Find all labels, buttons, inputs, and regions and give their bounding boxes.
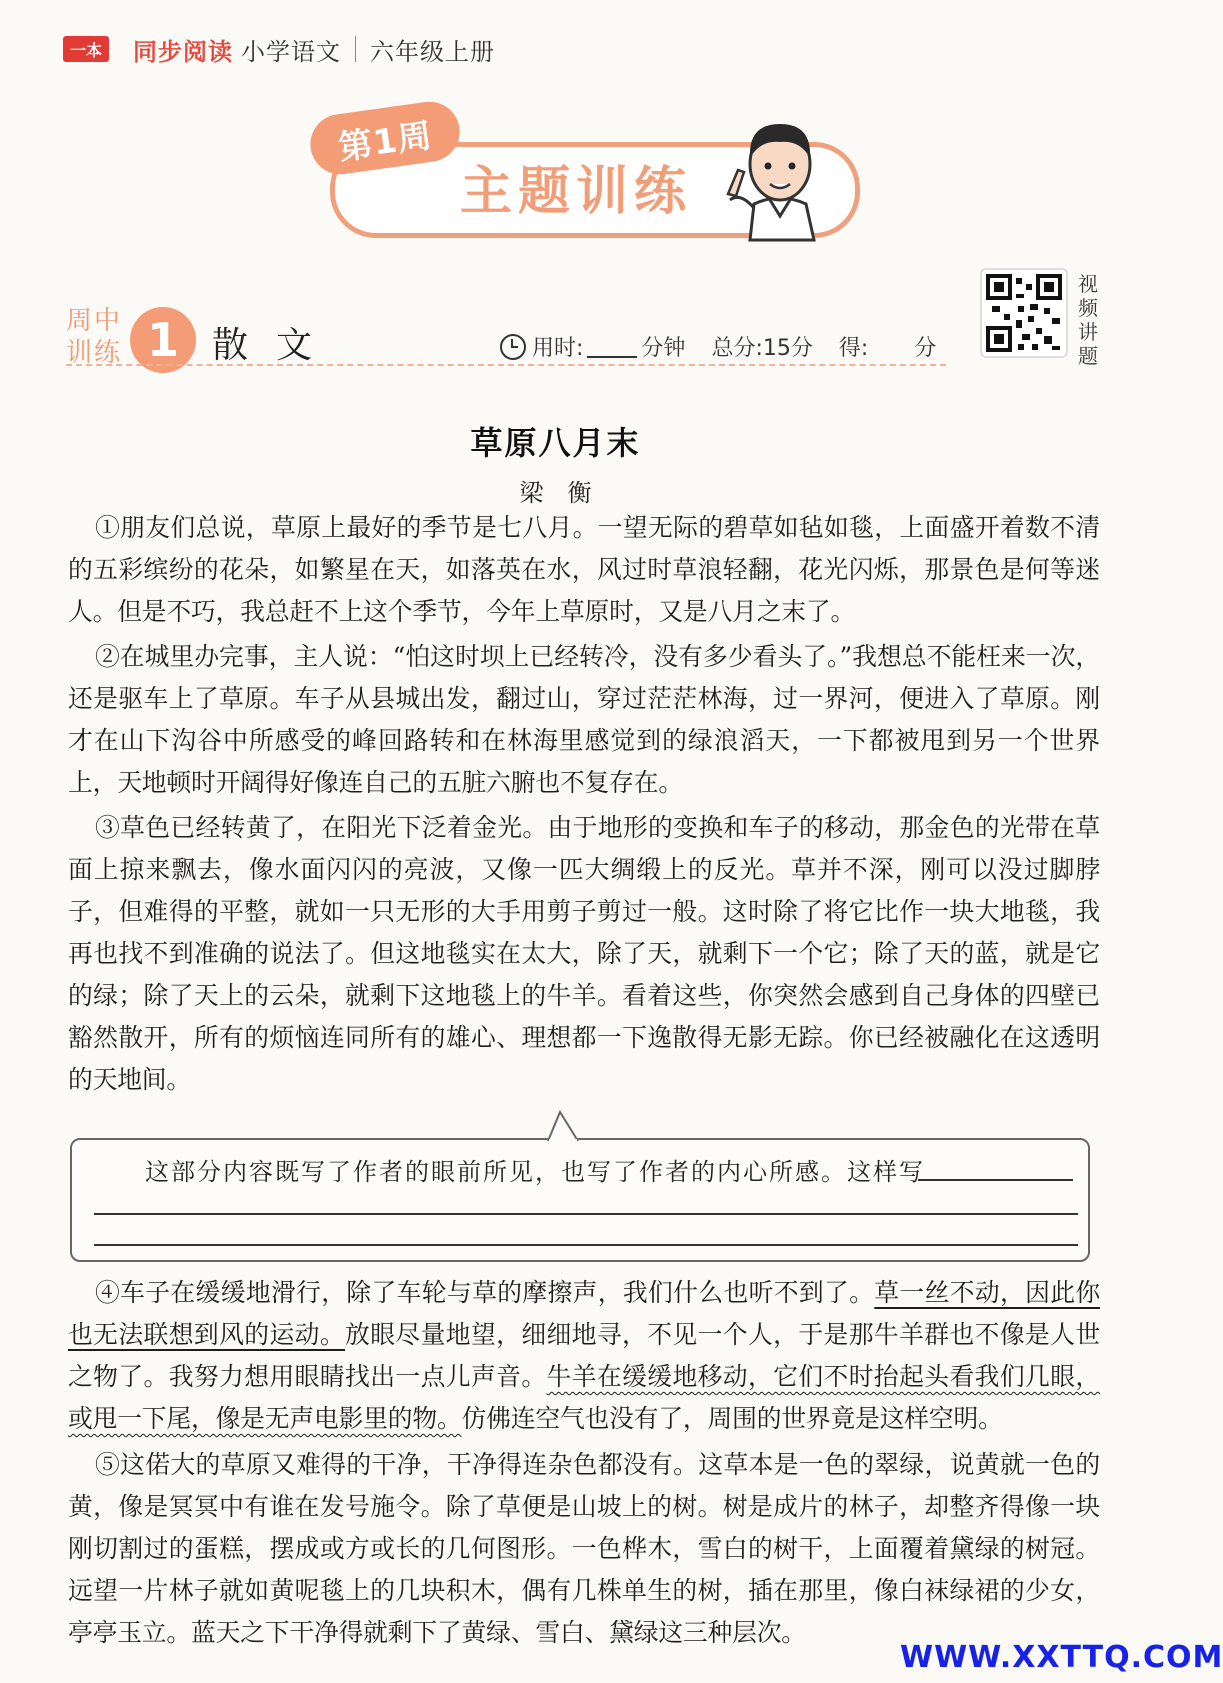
paragraph-5: ⑤这偌大的草原又难得的干净，干净得连杂色都没有。这草本是一色的翠绿，说黄就一色的黄，像是冥冥中有谁在发号施令。除了草便是山坡上的树。树是成片的林子，却整齐得像一块刚切割过的蛋糕，摆成或方或长的几何图形。一色桦木，雪白的树干，上面覆着黛绿的树冠。远望一片林子就如黄呢毯上的几块积木，偶有几株单生的树，插在那里，像白袜绿裙的少女，亭亭玉立。蓝天之下干净得就剩下了黄绿、雪白、黛绿这三种层次。 [68,1450,1100,1647]
annotation-question: 这部分内容既写了作者的眼前所见，也写了作者的内心所感。这样写 [145,1158,925,1186]
paragraph-2: ②在城里办完事，主人说：“怕这时坝上已经转冷，没有多少看头了。”我想总不能枉来一次，还是驱车上了草原。车子从县城出发，翻过山，穿过茫茫林海，过一界河，便进入了草原。刚才在山下沟谷中所感受的峰回路转和在林海里感觉到的绿浪滔天，一下都被甩到另一个世界上，天地顿时开阔得好像连自己的五脏六腑也不复存在。 [68,642,1100,797]
p4-underline-wavy: 牛羊在缓缓地移动，它们不时抬起头看我们几眼，或甩一下尾，像是无声电影里的物。 [68,1362,1100,1433]
p4-text-b: 放眼尽量地望，细细地寻，不见一个人，于是那牛羊群也不像是人世之物了。我努力想用眼睛找出一点儿声音。 [68,1320,1100,1391]
score-unit: 分 [914,336,937,361]
paragraph-3: ③草色已经转黄了，在阳光下泛着金光。由于地形的变换和车子的移动，那金色的光带在草面上掠来飘去，像水面闪闪的亮波，又像一匹大绸缎上的反光。草并不深，刚可以没过脚脖子，但难得的平整，就如一只无形的大手用剪子剪过一般。这时除了将它比作一块大地毯，我再也找不到准确的说法了。但这地毯实在太大，除了天，就剩下一个它；除了天的蓝，就是它的绿；除了天上的云朵，就剩下这地毯上的牛羊。看着这些，你突然会感到自己身体的四壁已豁然散开，所有的烦恼连同所有的雄心、理想都一下逸散得无影无踪。你已经被融化在这透明的天地间。 [68,813,1100,1094]
section-number: 1 [130,307,196,373]
clock-icon [500,334,526,360]
section-dashed-line [66,364,946,366]
grade-name: 六年级上册 [370,37,495,66]
section-meta [500,331,936,362]
subject-name: 小学语文 [241,37,341,66]
time-unit: 分钟 [641,336,686,361]
boy-mascot-icon [710,112,850,240]
time-label: 用时: [532,336,584,361]
video-explain-label: 视频讲题 [1078,272,1098,368]
qr-code-icon[interactable] [980,268,1068,358]
series-name: 同步阅读 [133,37,233,66]
section-title: 散文 [212,325,341,366]
p4-text-c: 仿佛连空气也没有了，周围的世界竟是这样空明。 [461,1404,1003,1433]
article-author: 梁衡 [519,479,616,507]
article-title: 草原八月末 [470,424,641,462]
brand-logo: 一本 [63,36,109,62]
speech-bubble-tail [548,1110,588,1142]
answer-line-2[interactable] [94,1213,1078,1215]
p4-text-a: ④车子在缓缓地滑行，除了车轮与草的摩擦声，我们什么也听不到了。 [95,1278,875,1307]
watermark: WWW.XXTTQ.COM [900,1640,1223,1675]
answer-line-3[interactable] [94,1244,1078,1246]
header-divider [355,36,356,62]
answer-blank-1[interactable] [918,1179,1073,1181]
page-header [63,32,495,66]
week-tag: 第1周 [307,98,464,178]
banner-title: 主题训练 [460,161,693,222]
p4-underline-straight: 草一丝不动，因此你也无法联想到风的运动。 [68,1278,1100,1349]
time-blank [587,336,637,358]
section-label: 周中训练 [66,306,123,368]
total-score: 总分:15分 [711,336,813,361]
score-label: 得: [838,336,869,361]
paragraph-1: ①朋友们总说，草原上最好的季节是七八月。一望无际的碧草如毡如毯，上面盛开着数不清的五彩缤纷的花朵，如繁星在天，如落英在水，风过时草浪轻翻，花光闪烁，那景色是何等迷人。但是不巧，我总赶不上这个季节，今年上草原时，又是八月之末了。 [68,513,1100,626]
paragraph-4 [68,1272,1100,1440]
